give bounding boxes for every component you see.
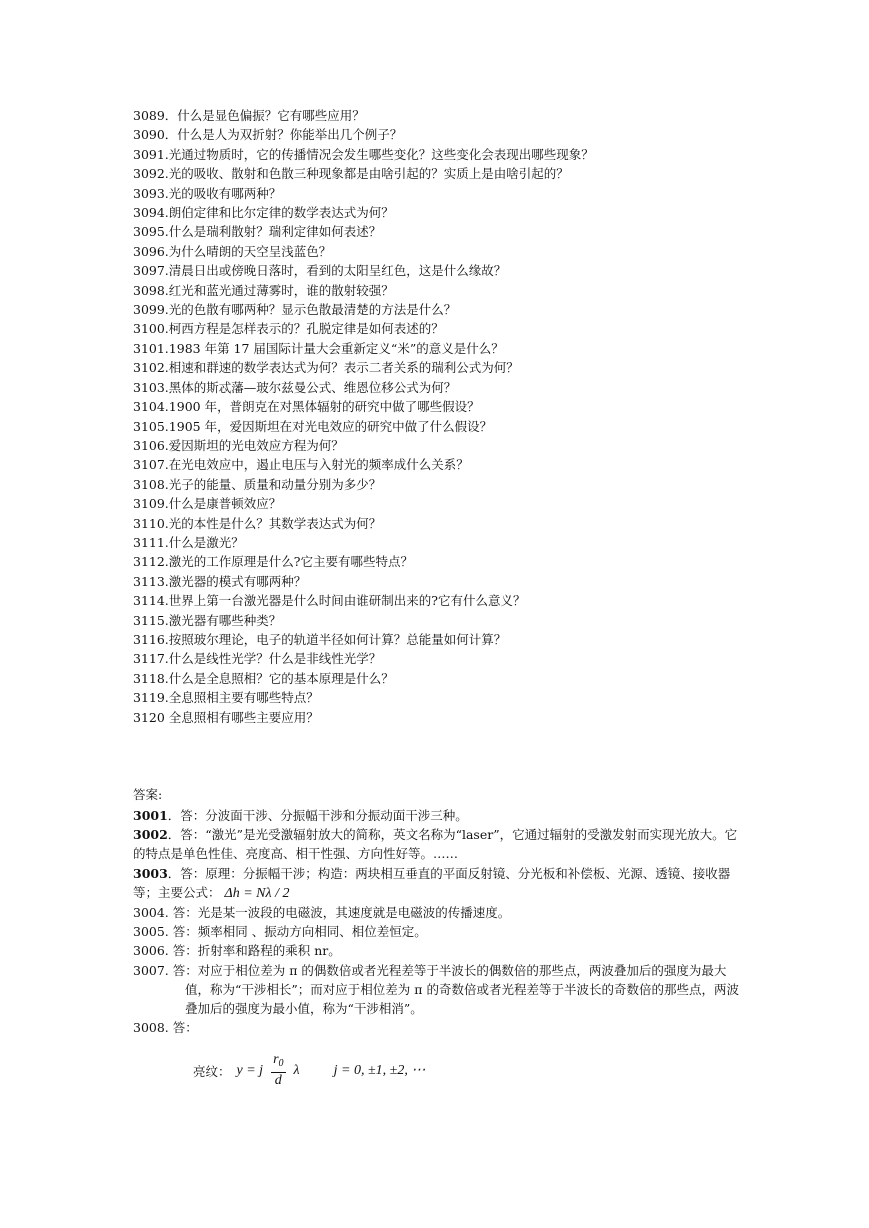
michelson-formula: Δh = Nλ / 2 [224,885,290,901]
numerator-symbol: r [273,1052,279,1067]
fraction-numerator [271,1052,285,1073]
question-item: 3100.柯西方程是怎样表示的？孔脱定律是如何表述的？ [133,321,444,337]
answer-text: ．答：原理：分振幅干涉；构造：两块相互垂直的平面反射镜、分光板和补偿板、光源、透镜、接收器等；主要公式： [133,865,731,900]
question-item: 3116.按照玻尔理论，电子的轨道半径如何计算？总能量如何计算？ [133,631,507,647]
bright-fringe-formula [193,1052,425,1089]
question-item: 3095.什么是瑞利散射？瑞利定律如何表述？ [133,224,382,240]
question-item: 3110.光的本性是什么？其数学表达式为何？ [133,515,382,531]
question-item: 3115.激光器有哪些种类？ [133,612,282,628]
question-item: 3108.光子的能量、质量和动量分别为多少？ [133,476,382,492]
fraction-denominator: d [274,1073,282,1088]
question-item: 3093.光的吸收有哪两种？ [133,185,282,201]
formula-label: 亮纹： [193,1063,231,1079]
question-item: 3113.激光器的模式有哪两种？ [133,573,307,589]
question-item: 3089．什么是显色偏振？它有哪些应用？ [133,108,365,123]
question-item: 3092.光的吸收、散射和色散三种现象都是由啥引起的？实质上是由啥引起的？ [133,166,569,182]
question-item: 3109.什么是康普顿效应？ [133,496,282,512]
answer-number: 3003 [133,865,168,881]
answer-text: ．答：“激光”是光受激辐射放大的简称，英文名称为“laser”，它通过辐射的受激发射而实现光放大。它的特点是单色性佳、亮度高、相干性强、方向性好等。…… [133,827,738,862]
answer-3008: 3008. 答： [133,1020,198,1036]
question-item: 3101.1983 年第 17 届国际计量大会重新定义“米”的意义是什么？ [133,340,504,356]
question-item: 3096.为什么晴朗的天空呈浅蓝色？ [133,243,332,259]
numerator-subscript: 0 [278,1058,284,1069]
formula-fraction [271,1052,285,1089]
question-item: 3111.什么是激光？ [133,534,244,550]
question-item: 3106.爱因斯坦的光电效应方程为何？ [133,437,344,453]
answer-3003 [133,864,745,903]
question-item: 3102.相速和群速的数学表达式为何？表示二者关系的瑞利公式为何？ [133,360,519,376]
question-item: 3105.1905 年，爱因斯坦在对光电效应的研究中做了什么假设？ [133,418,493,434]
formula-rhs: λ [293,1062,300,1078]
question-item: 3099.光的色散有哪两种？显示色散最清楚的方法是什么？ [133,302,457,318]
answer-3001 [133,806,745,825]
formula-lhs: y = j [236,1062,264,1078]
question-item: 3090．什么是人为双折射？你能举出几个例子？ [133,127,403,143]
answer-text: ．答：分波面干涉、分振幅干涉和分振动面干涉三种。 [167,808,468,823]
answers-heading: 答案: [133,787,163,802]
question-item: 3107.在光电效应中，遏止电压与入射光的频率成什么关系？ [133,457,469,473]
question-item: 3114.世界上第一台激光器是什么时间由谁研制出来的?它有什么意义？ [133,593,526,609]
answer-number: 3002 [133,827,168,843]
answer-3006: 3006. 答：折射率和路程的乘积 nr。 [133,943,341,959]
question-item: 3104.1900 年，普朗克在对黑体辐射的研究中做了哪些假设？ [133,399,480,415]
question-item: 3098.红光和蓝光通过薄雾时，谁的散射较强？ [133,282,394,298]
question-item: 3119.全息照相主要有哪些特点？ [133,690,319,706]
question-list [133,106,753,727]
question-item: 3112.激光的工作原理是什么?它主要有哪些特点？ [133,554,413,570]
answer-3007: 3007. 答：对应于相位差为 π 的偶数倍或者光程差等于半波长的偶数倍的那些点，两波叠加后的强度为最大值，称为“干涉相长”；而对应于相位差为 π 的奇数倍或者光程差等于半波长的奇数倍的那些点，两波叠加后的强度为最小值，称为“干涉相消”。 [133,962,739,1017]
answer-number: 3001 [133,808,168,823]
answer-3005: 3005. 答：频率相同 、振动方向相同、相位差恒定。 [133,924,427,940]
question-item: 3094.朗伯定律和比尔定律的数学表达式为何？ [133,205,394,221]
answer-list [133,806,745,1037]
answer-3002 [133,825,745,863]
question-item: 3118.什么是全息照相？它的基本原理是什么？ [133,670,394,686]
question-item: 3091.光通过物质时，它的传播情况会发生哪些变化？这些变化会表现出哪些现象？ [133,146,594,162]
formula-condition: j = 0, ±1, ±2, ⋯ [333,1063,426,1078]
question-item: 3097.清晨日出或傍晚日落时，看到的太阳呈红色，这是什么缘故？ [133,263,507,279]
question-item: 3103.黑体的斯忒藩—玻尔兹曼公式、维恩位移公式为何？ [133,379,457,395]
question-item: 3117.什么是线性光学？什么是非线性光学？ [133,651,382,667]
question-item: 3120 全息照相有哪些主要应用？ [133,709,319,725]
answer-3004: 3004. 答：光是某一波段的电磁波，其速度就是电磁波的传播速度。 [133,905,511,921]
